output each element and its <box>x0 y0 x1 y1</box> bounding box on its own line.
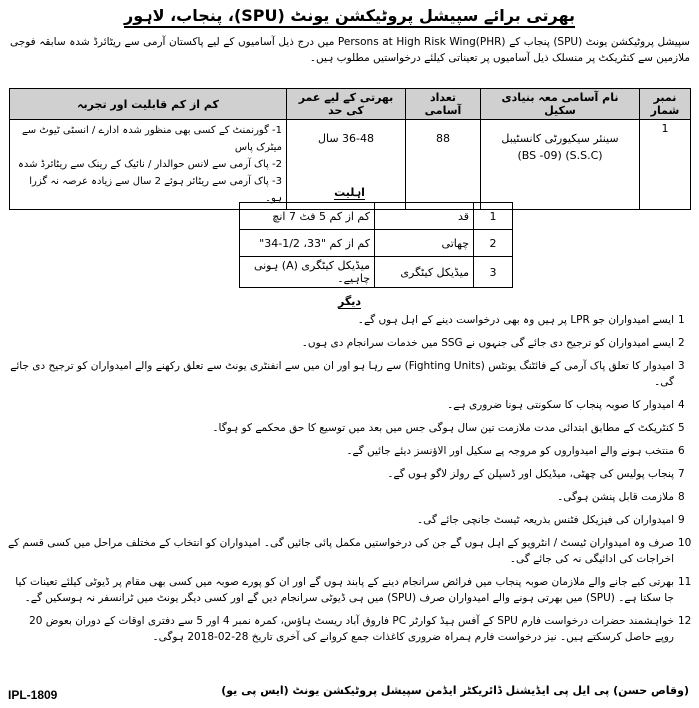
header-serial: نمبر شمار <box>640 89 691 120</box>
eligibility-label: میڈیکل کیٹگری <box>375 257 474 288</box>
eligibility-value: میڈیکل کیٹگری (A) ہونی چاہیے۔ <box>240 257 375 288</box>
header-count: تعداد آسامی <box>406 89 481 120</box>
eligibility-num: 3 <box>474 257 513 288</box>
ipl-number: IPL-1809 <box>8 688 58 702</box>
post-scale: (BS -09) (S.S.C) <box>517 149 603 162</box>
eligibility-num: 2 <box>474 230 513 257</box>
header-age: بھرتی کے لیے عمر کی حد <box>287 89 406 120</box>
misc-list <box>8 312 692 652</box>
list-item: 7 پنجاب پولیس کی چھٹی، میڈیکل اور ڈسپلن کے رولز لاگو ہوں گے۔ <box>387 468 685 480</box>
list-item: 10 صرف وہ امیدواران ٹیسٹ / انٹرویو کے اہل ہوں گے جن کی درخواستیں مکمل پائی جائیں گی۔ امیدواران کو انتخاب کے مختلف مراحل میں کسی قسم کے اخراجات کی ادائیگی نہ کی جائے گی۔ <box>8 537 692 565</box>
eligibility-title: اہلیت <box>334 186 365 199</box>
eligibility-label: قد <box>375 203 474 230</box>
list-item: 1 ایسے امیدواران جو LPR پر ہیں وہ بھی درخواست دینے کے اہل ہوں گے۔ <box>357 314 685 326</box>
eligibility-row <box>240 257 513 288</box>
list-item: 4 امیدوار کا صوبہ پنجاب کا سکونتی ہونا ضروری ہے۔ <box>447 399 685 411</box>
eligibility-value: کم از کم 5 فٹ 7 انچ <box>240 203 375 230</box>
eligibility-value: کم از کم "33، 1/2-34" <box>240 230 375 257</box>
misc-title: دیگر <box>337 295 361 308</box>
post-name: سینئر سیکیورٹی کانسٹیبل <box>501 132 619 145</box>
list-item: 11 بھرتی کیے جانے والے ملازمان صوبہ پنجاب میں فرائض سرانجام دینے کے پابند ہوں گے اور ان کو پورے صوبہ میں کسی بھی مقام پر ڈیوٹی کیلئے تعینات کیا جا سکتا ہے۔ (SPU) میں بھرتی ہونے والے امیدواران صرف (SPU) میں ہی ڈیوٹی سرانجام دیں گے اور کسی دیگر یونٹ میں ٹرانسفر نہ ہوسکیں گے۔ <box>15 576 692 604</box>
list-item: 8 ملازمت قابل پنشن ہوگی۔ <box>557 491 685 503</box>
row-age: 36-48 سال <box>287 120 406 210</box>
eligibility-table <box>239 202 513 288</box>
intro-paragraph: سپیشل پروٹیکشن یونٹ (SPU) پنجاب کے (PHR)Persons at High Risk Wing میں درج ذیل آسامیوں کے لیے پاکستان آرمی سے ریٹائرڈ شدہ سابقہ فوجی ملازمین سے کنٹریکٹ پر منسلک ذیل آسامیوں پر تعیناتی کیلئے درخواستیں مطلوب ہیں۔ <box>10 36 690 64</box>
qualification-2: 2- پاک آرمی سے لانس حوالدار / نائیک کے رینک سے ریٹائرڈ شدہ <box>17 159 282 170</box>
header-qualifications: کم از کم قابلیت اور تجربہ <box>10 89 287 120</box>
table-header-row <box>10 89 691 120</box>
list-item: 12 خواہشمند حضرات درخواست فارم SPU کے آفس ہیڈ کوارٹر PC فاروق آباد ریسٹ ہاؤس، کمرہ نمبر 4 اور 5 سے دفتری اوقات کے دوران بعوض 20 روپے حاصل کرسکتے ہیں۔ نیز درخواست فارم ہمراہ ضروری کاغذات جمع کروانے کی آخری تاریخ 28-02-2018 ہوگی۔ <box>29 615 692 643</box>
page-title: بھرتی برائے سپیشل پروٹیکشن یونٹ (SPU)، پنجاب، لاہور <box>0 6 699 25</box>
list-item: 5 کنٹریکٹ کے مطابق ابتدائی مدت ملازمت تین سال ہوگی جس میں بعد میں توسیع کا حق محکمے کو ہوگا۔ <box>212 422 685 434</box>
eligibility-num: 1 <box>474 203 513 230</box>
qualification-3: 3- پاک آرمی سے ریٹائر ہوئے 2 سال سے زیادہ عرصہ نہ گزرا ہو۔ <box>29 176 282 204</box>
list-item: 3 امیدوار کا تعلق پاک آرمی کے فائٹنگ یونٹس (Fighting Units) سے رہا ہو اور ان میں سے انفنٹری یونٹ سے تعلق رکھنے والے امیدواران کو ترجیح دی جائے گی۔ <box>10 360 685 388</box>
eligibility-label: چھاتی <box>375 230 474 257</box>
qualification-1: 1- گورنمنٹ کے کسی بھی منظور شدہ ادارے / انسٹی ٹیوٹ سے میٹرک پاس <box>21 125 282 153</box>
row-serial: 1 <box>640 120 691 210</box>
list-item: 2 ایسے امیدواران کو ترجیح دی جائے گی جنہوں نے SSG میں خدمات سرانجام دی ہوں۔ <box>301 337 685 349</box>
eligibility-row <box>240 203 513 230</box>
row-count: 88 <box>406 120 481 210</box>
header-post: نام آسامی معہ بنیادی سکیل <box>481 89 640 120</box>
signature-line: (وقاص حسن) پی ایل پی ایڈیشنل ڈائریکٹر ایڈمن سپیشل پروٹیکشن یونٹ (ایس پی یو) <box>221 684 689 697</box>
list-item: 9 امیدواران کی فیزیکل فٹنس بذریعہ ٹیسٹ جانچی جائے گی۔ <box>417 514 685 526</box>
list-item: 6 منتخب ہونے والے امیدواروں کو مروجہ پے سکیل اور الاؤنسز دیئے جائیں گے۔ <box>346 445 685 457</box>
eligibility-row <box>240 230 513 257</box>
